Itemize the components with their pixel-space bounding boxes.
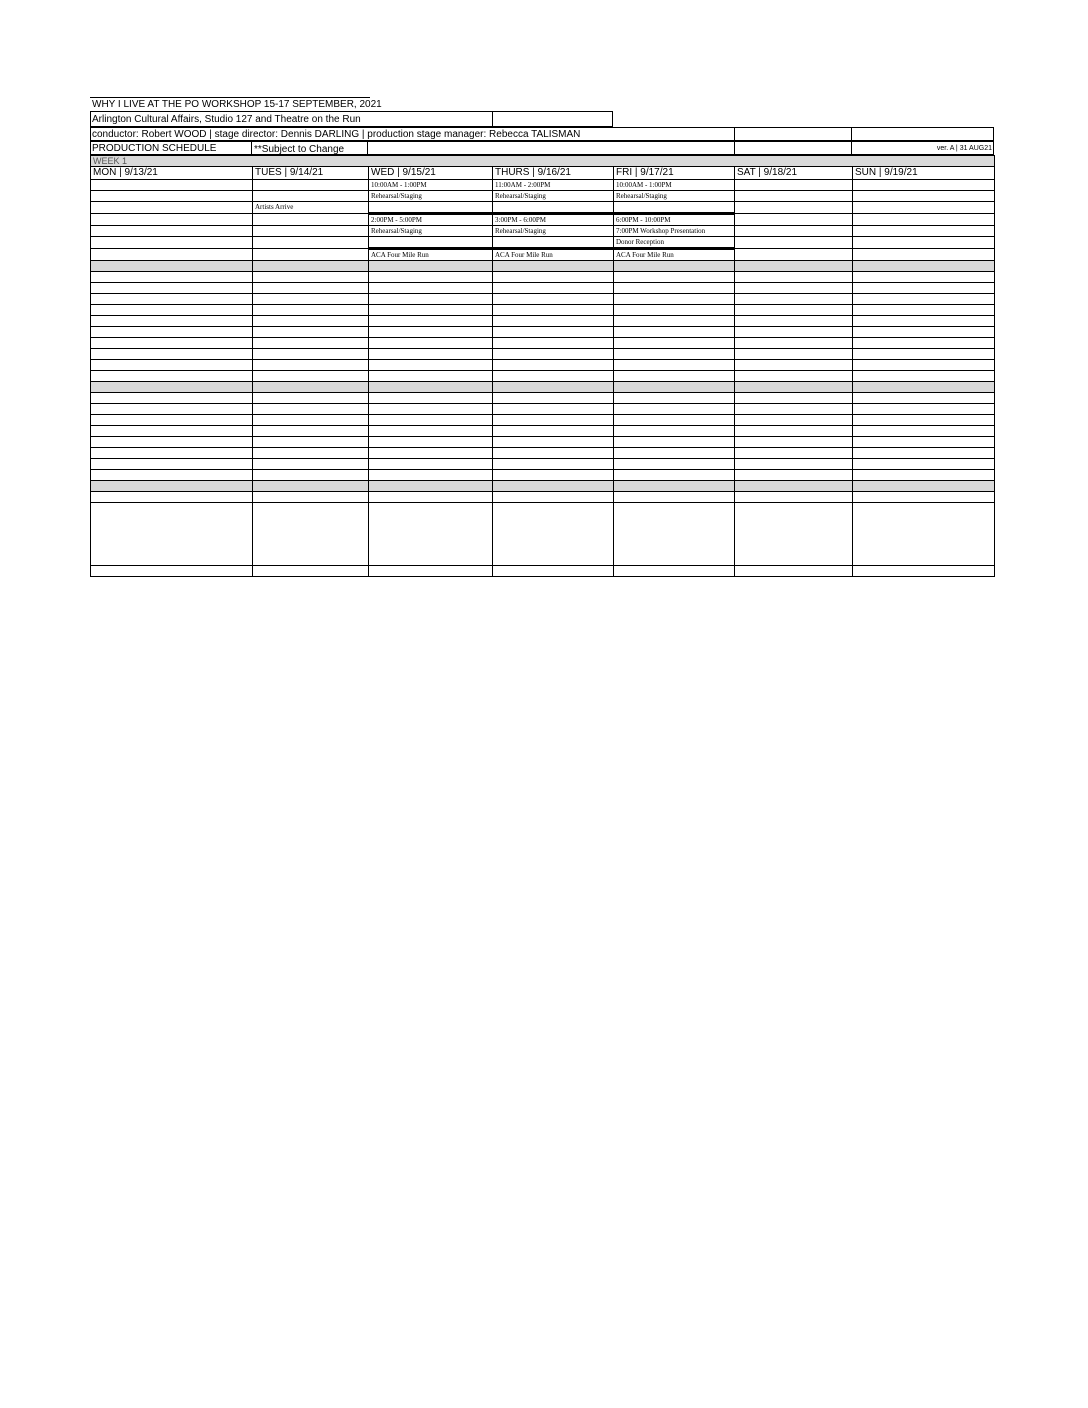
cell: [853, 214, 995, 226]
schedule-row: [91, 249, 995, 261]
day-mon: MON | 9/13/21: [91, 167, 253, 180]
cell: [735, 226, 853, 237]
cell: [91, 180, 253, 191]
empty-row: [91, 437, 995, 448]
cell: [91, 237, 253, 249]
cell: ACA Four Mile Run: [493, 249, 614, 261]
cell: [91, 214, 253, 226]
cell: 11:00AM - 2:00PM: [493, 180, 614, 191]
schedule-row: [91, 202, 995, 214]
cell: Donor Reception: [614, 237, 735, 249]
cell: ACA Four Mile Run: [614, 249, 735, 261]
empty-row: [91, 566, 995, 577]
cell: [735, 249, 853, 261]
schedule-row: [91, 191, 995, 202]
cell: [253, 237, 369, 249]
cell: [253, 214, 369, 226]
cell: [735, 202, 853, 214]
schedule-grid: [90, 155, 995, 577]
empty-row: [91, 338, 995, 349]
schedule-title: WHY I LIVE AT THE PO WORKSHOP 15-17 SEPTEMBER, 2021: [92, 99, 382, 110]
empty-row: [91, 272, 995, 283]
label-row-div2: [734, 141, 852, 155]
cell: 6:00PM - 10:00PM: [614, 214, 735, 226]
shaded-row: [91, 261, 995, 272]
version-label: ver. A | 31 AUG21: [936, 145, 992, 152]
empty-row: [91, 404, 995, 415]
cell: [493, 237, 614, 249]
day-header-row: [91, 167, 995, 180]
cell: [91, 202, 253, 214]
empty-row: [91, 426, 995, 437]
cell: [253, 226, 369, 237]
cell: [735, 191, 853, 202]
cell: 10:00AM - 1:00PM: [369, 180, 493, 191]
day-tue: TUES | 9/14/21: [253, 167, 369, 180]
day-wed: WED | 9/15/21: [369, 167, 493, 180]
schedule-row: [91, 214, 995, 226]
empty-row: [91, 393, 995, 404]
cell: 7:00PM Workshop Presentation: [614, 226, 735, 237]
cell: ACA Four Mile Run: [369, 249, 493, 261]
cell: 2:00PM - 5:00PM: [369, 214, 493, 226]
cell: [253, 249, 369, 261]
schedule-row: [91, 180, 995, 191]
cell: [91, 226, 253, 237]
cell: Rehearsal/Staging: [369, 191, 493, 202]
shaded-row: [91, 382, 995, 393]
schedule-label: PRODUCTION SCHEDULE: [92, 143, 217, 154]
empty-row: [91, 360, 995, 371]
cell: 3:00PM - 6:00PM: [493, 214, 614, 226]
cell: [853, 202, 995, 214]
cell: [735, 180, 853, 191]
empty-row: [91, 459, 995, 470]
cell: Rehearsal/Staging: [493, 226, 614, 237]
week-label: WEEK 1: [91, 156, 995, 167]
cell: Rehearsal/Staging: [369, 226, 493, 237]
cell: [853, 237, 995, 249]
cell: [91, 249, 253, 261]
cell: [253, 191, 369, 202]
cell: [735, 237, 853, 249]
empty-row: [91, 448, 995, 459]
cell: Artists Arrive: [253, 202, 369, 214]
empty-row: [91, 294, 995, 305]
credits-box-mid: [734, 127, 852, 141]
week-row: [91, 156, 995, 167]
subject-note: **Subject to Change: [254, 144, 345, 155]
cell: Rehearsal/Staging: [614, 191, 735, 202]
day-sun: SUN | 9/19/21: [853, 167, 995, 180]
schedule-row: [91, 226, 995, 237]
schedule-label-row: [90, 141, 994, 155]
cell: Rehearsal/Staging: [493, 191, 614, 202]
empty-row: [91, 283, 995, 294]
cell: [853, 191, 995, 202]
cell: [614, 202, 735, 214]
shaded-row: [91, 481, 995, 492]
schedule-row: [91, 237, 995, 249]
cell: [369, 202, 493, 214]
empty-row: [91, 415, 995, 426]
cell: [853, 226, 995, 237]
empty-row: [91, 470, 995, 481]
cell: [369, 237, 493, 249]
presenters-box-right: [492, 111, 613, 127]
empty-row: [91, 316, 995, 327]
day-fri: FRI | 9/17/21: [614, 167, 735, 180]
cell: [253, 180, 369, 191]
label-row-div1: [251, 141, 368, 155]
cell: [91, 191, 253, 202]
cell: [853, 180, 995, 191]
presenters-line: Arlington Cultural Affairs, Studio 127 and Theatre on the Run: [92, 114, 361, 125]
empty-row: [91, 492, 995, 503]
cell: [735, 214, 853, 226]
cell: [493, 202, 614, 214]
empty-row: [91, 349, 995, 360]
credits-line: conductor: Robert WOOD | stage director: Dennis DARLING | production stage manager: Rebecca TALISMAN: [92, 129, 581, 140]
notes-row: [91, 503, 995, 566]
cell: 10:00AM - 1:00PM: [614, 180, 735, 191]
empty-row: [91, 327, 995, 338]
empty-row: [91, 305, 995, 316]
cell: [853, 249, 995, 261]
day-sat: SAT | 9/18/21: [735, 167, 853, 180]
empty-row: [91, 371, 995, 382]
day-thu: THURS | 9/16/21: [493, 167, 614, 180]
